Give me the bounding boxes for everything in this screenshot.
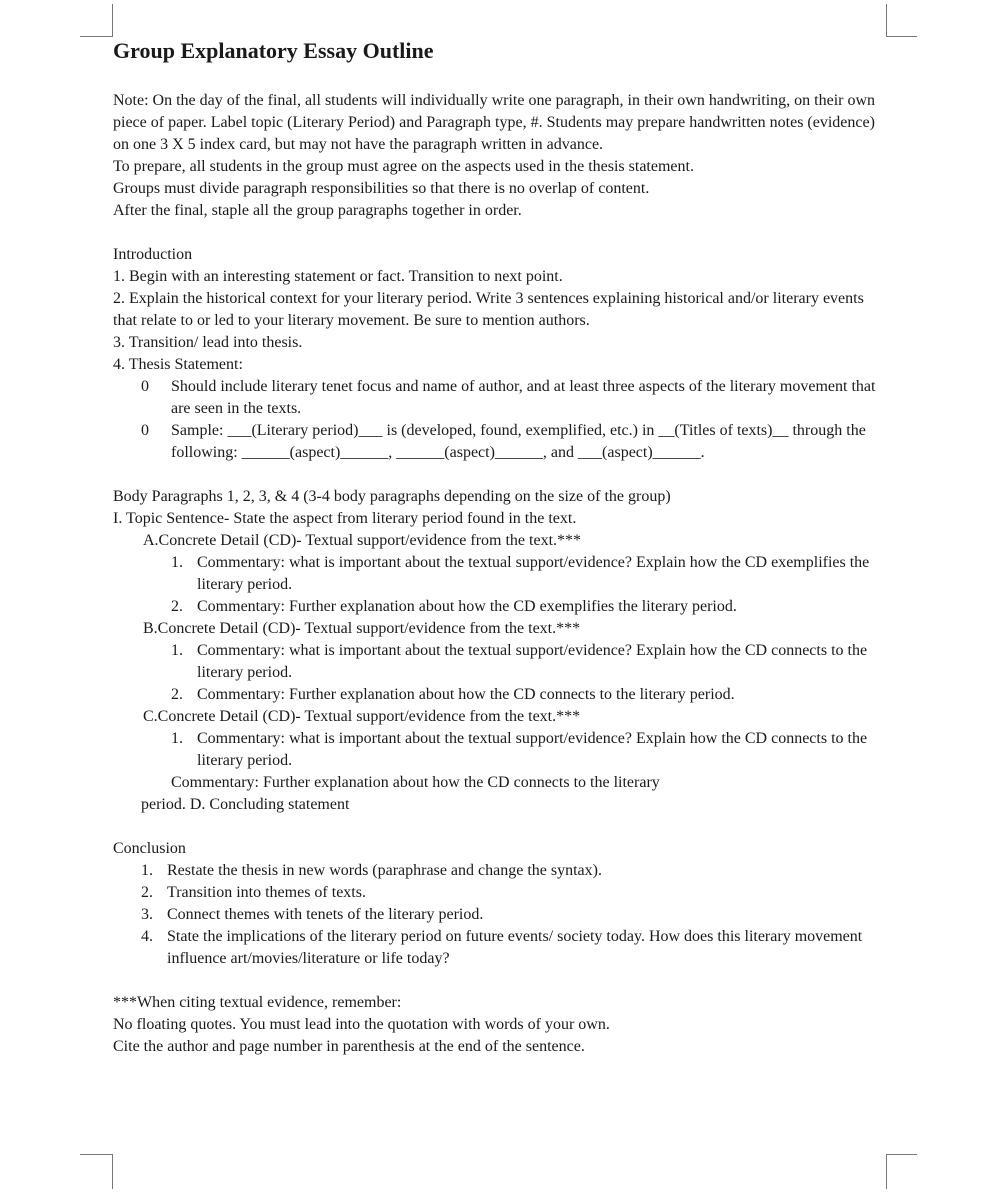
detail-c-label: C.Concrete Detail (CD)- Textual support/evidence from the text.***: [143, 708, 581, 725]
detail-a-item-1: [113, 552, 888, 596]
bullet-text: Should include literary tenet focus and name of author, and at least three aspects of the literary movement that are seen in the texts.: [171, 378, 876, 417]
item-text: Commentary: what is important about the textual support/evidence? Explain how the CD connects to the literary period.: [197, 642, 868, 681]
body-section: [113, 486, 888, 816]
intro-item-4: 4. Thesis Statement:: [113, 356, 243, 373]
item-marker: 1.: [171, 642, 183, 659]
item-text: Connect themes with tenets of the literary period.: [167, 906, 484, 923]
conclusion-item-4: [113, 926, 888, 970]
conclusion-section: [113, 838, 888, 970]
note-line-staple: After the final, staple all the group paragraphs together in order.: [113, 202, 522, 219]
introduction-section: [113, 244, 888, 464]
detail-c-item-1: [113, 728, 888, 772]
crop-mark-bottom-right: [886, 1154, 917, 1189]
detail-a-label: A.Concrete Detail (CD)- Textual support/evidence from the text.***: [143, 532, 582, 549]
conclusion-item-1: [113, 860, 888, 882]
bullet-marker: 0: [141, 378, 149, 395]
topic-sentence: I. Topic Sentence- State the aspect from literary period found in the text.: [113, 510, 577, 527]
introduction-heading: Introduction: [113, 246, 193, 263]
conclusion-item-3: [113, 904, 888, 926]
crop-mark-top-left: [80, 4, 113, 37]
bullet-marker: 0: [141, 422, 149, 439]
item-text: Transition into themes of texts.: [167, 884, 366, 901]
citing-line-2: Cite the author and page number in parenthesis at the end of the sentence.: [113, 1038, 585, 1055]
detail-b-label: B.Concrete Detail (CD)- Textual support/evidence from the text.***: [143, 620, 581, 637]
item-marker: 2.: [141, 884, 153, 901]
detail-b-item-2: [113, 684, 888, 706]
note-line-divide: Groups must divide paragraph responsibilities so that there is no overlap of content.: [113, 180, 650, 197]
commentary-line: Commentary: Further explanation about how the CD connects to the literary: [171, 774, 660, 791]
conclusion-item-2: [113, 882, 888, 904]
thesis-bullet-1: [113, 376, 888, 420]
bullet-text: Sample: ___(Literary period)___ is (developed, found, exemplified, etc.) in __(Titles of texts)__ through the following: ______(aspect)______, ______(aspect)______, and ___(aspect)______.: [171, 422, 866, 461]
item-text: Commentary: what is important about the textual support/evidence? Explain how the CD exemplifies the literary period.: [197, 554, 870, 593]
item-marker: 3.: [141, 906, 153, 923]
intro-item-1: 1. Begin with an interesting statement or fact. Transition to next point.: [113, 268, 563, 285]
intro-item-2: 2. Explain the historical context for your literary period. Write 3 sentences explaining historical and/or literary events that relate to or led to your literary movement. Be sure to mention authors.: [113, 290, 864, 329]
item-text: Commentary: Further explanation about how the CD connects to the literary period.: [197, 686, 735, 703]
item-marker: 2.: [171, 686, 183, 703]
detail-a-item-2: [113, 596, 888, 618]
concluding-statement-line: period. D. Concluding statement: [141, 796, 350, 813]
item-text: State the implications of the literary period on future events/ society today. How does this literary movement influence art/movies/literature or life today?: [167, 928, 863, 967]
citing-line-1: No floating quotes. You must lead into the quotation with words of your own.: [113, 1016, 610, 1033]
item-marker: 1.: [171, 730, 183, 747]
note-paragraph: Note: On the day of the final, all students will individually write one paragraph, in their own handwriting, on their own piece of paper. Label topic (Literary Period) and Paragraph type, #. Students may prepare handwritten notes (evidence) on one 3 X 5 index card, but may not have the paragraph written in advance.: [113, 92, 876, 153]
item-marker: 1.: [171, 554, 183, 571]
note-line-prepare: To prepare, all students in the group must agree on the aspects used in the thesis statement.: [113, 158, 694, 175]
detail-b-item-1: [113, 640, 888, 684]
item-text: Restate the thesis in new words (paraphrase and change the syntax).: [167, 862, 602, 879]
item-marker: 4.: [141, 928, 153, 945]
item-marker: 2.: [171, 598, 183, 615]
body-heading: Body Paragraphs 1, 2, 3, & 4 (3-4 body paragraphs depending on the size of the group): [113, 488, 671, 505]
item-text: Commentary: Further explanation about how the CD exemplifies the literary period.: [197, 598, 737, 615]
intro-item-3: 3. Transition/ lead into thesis.: [113, 334, 303, 351]
crop-mark-bottom-left: [80, 1154, 113, 1189]
document-title: Group Explanatory Essay Outline: [113, 38, 434, 63]
crop-mark-top-right: [886, 4, 917, 37]
item-marker: 1.: [141, 862, 153, 879]
document-body: [113, 30, 888, 1080]
conclusion-heading: Conclusion: [113, 840, 186, 857]
thesis-bullet-2: [113, 420, 888, 464]
citing-section: [113, 992, 888, 1058]
item-text: Commentary: what is important about the textual support/evidence? Explain how the CD connects to the literary period.: [197, 730, 868, 769]
note-section: [113, 90, 888, 222]
citing-heading: ***When citing textual evidence, remember:: [113, 994, 402, 1011]
